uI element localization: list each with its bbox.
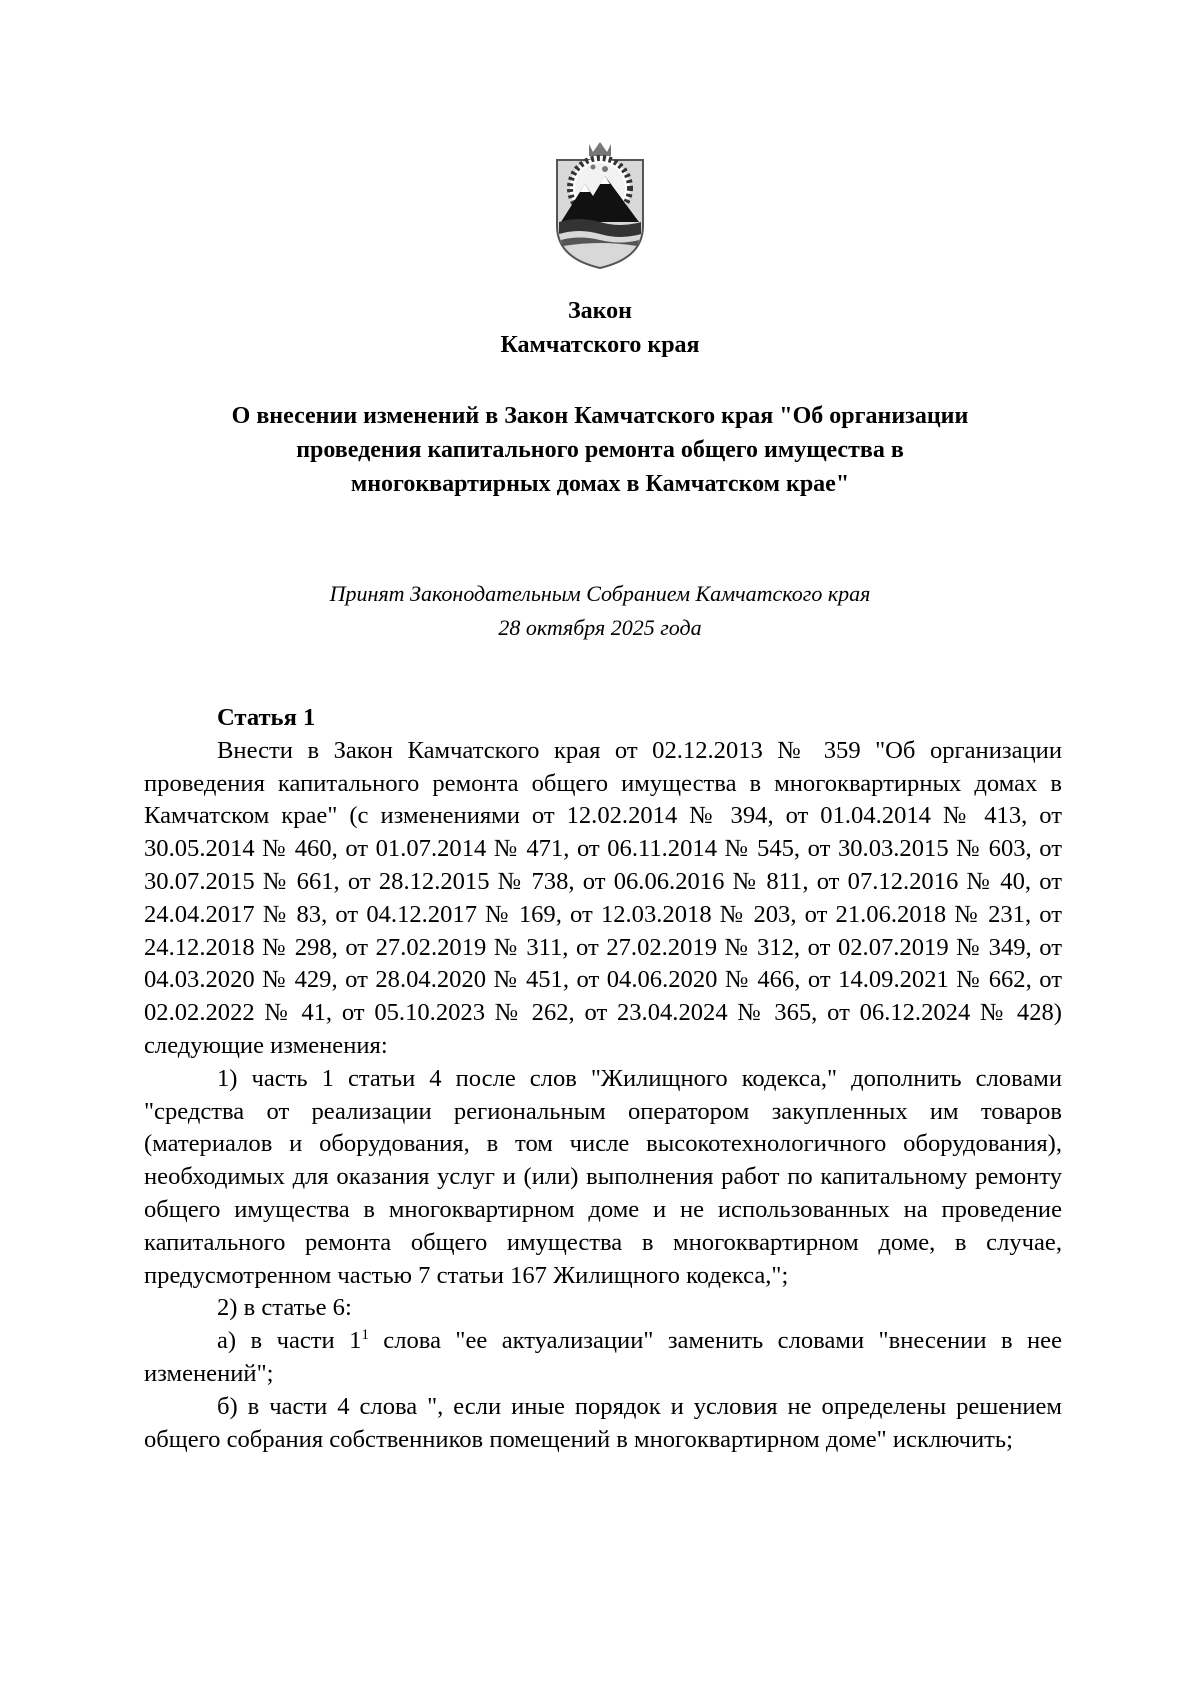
- law-subject-line-3: многоквартирных домах в Камчатском крае": [350, 471, 850, 497]
- adoption-body: Принят Законодательным Собранием Камчатского края: [329, 581, 871, 606]
- article-intro: Внести в Закон Камчатского края от 02.12.2013 № 359 "Об организации проведения капитального ремонта общего имущества в многоквартирных домах в Камчатском крае" (с изменениями от 12.02.2014 № 394, от 01.04.2014 № 413, от 30.05.2014 № 460, от 01.07.2014 № 471, от 06.11.2014 № 545, от 30.03.2015 № 603, от 30.07.2015 № 661, от 28.12.2015 № 738, от 06.06.2016 № 811, от 07.12.2016 № 40, от 24.04.2017 № 83, от 04.12.2017 № 169, от 12.03.2018 № 203, от 21.06.2018 № 231, от 24.12.2018 № 298, от 27.02.2019 № 311, от 27.02.2019 № 312, от 02.07.2019 № 349, от 04.03.2020 № 429, от 28.04.2020 № 451, от 04.06.2020 № 466, от 14.09.2021 № 662, от 02.02.2022 № 41, от 05.10.2023 № 262, от 23.04.2024 № 365, от 06.12.2024 № 428) следующие изменения:: [144, 736, 1062, 1059]
- kamchatka-coat-of-arms-icon: [549, 140, 651, 270]
- item-2a-text-before: а) в части 1: [217, 1327, 362, 1355]
- item-2a-superscript: 1: [361, 1327, 369, 1344]
- law-subject-line-1: О внесении изменений в Закон Камчатского края "Об организации: [231, 403, 969, 429]
- article-item-2a: [144, 1325, 1062, 1391]
- law-title-line: Закон: [567, 298, 632, 324]
- adoption-date: 28 октября 2025 года: [498, 615, 702, 640]
- adoption-note: [0, 577, 1200, 645]
- article-item-2: 2) в статье 6:: [217, 1294, 352, 1322]
- law-subject: [0, 399, 1200, 501]
- law-subject-line-2: проведения капитального ремонта общего имущества в: [296, 437, 904, 463]
- article-1: [144, 702, 1062, 1456]
- law-title: [0, 294, 1200, 362]
- item-2a-text-after: слова "ее актуализации" заменить словами "внесении в нее изменений";: [144, 1327, 1062, 1387]
- law-region-line: Камчатского края: [500, 332, 700, 358]
- article-item-1: 1) часть 1 статьи 4 после слов "Жилищного кодекса," дополнить словами "средства от реализации региональным оператором закупленных им товаров (материалов и оборудования, в том числе высокотехнологичного оборудования), необходимых для оказания услуг и (или) выполнения работ по капитальному ремонту общего имущества в многоквартирном доме и не использованных на проведение капитального ремонта общего имущества в многоквартирном доме, в случае, предусмотренном частью 7 статьи 167 Жилищного кодекса,";: [144, 1064, 1062, 1289]
- article-item-2b: б) в части 4 слова ", если иные порядок и условия не определены решением общего собрания собственников помещений в многоквартирном доме" исключить;: [144, 1392, 1062, 1453]
- article-heading: Статья 1: [217, 704, 316, 731]
